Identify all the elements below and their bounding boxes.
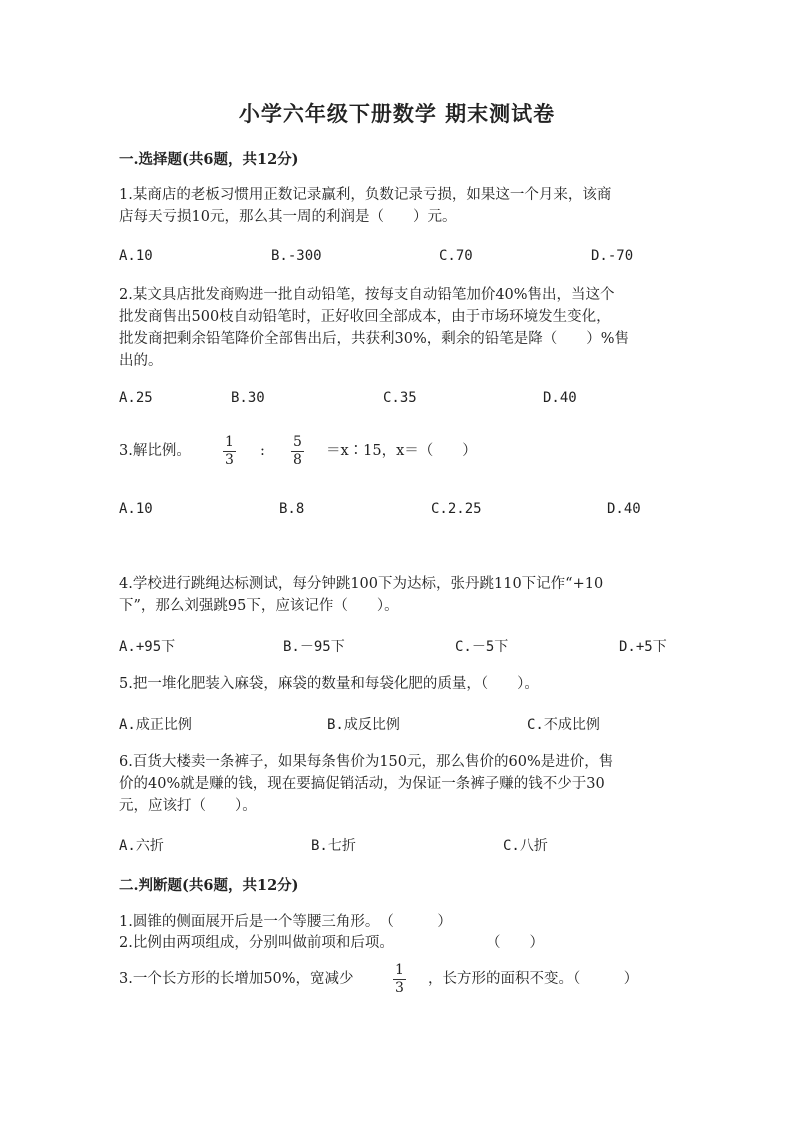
q4-option-b[interactable]: B.－95下 [283, 639, 345, 655]
question-3-prefix: 3.解比例。 [119, 443, 191, 459]
question-2-line-2: 批发商售出500枝自动铅笔时，正好收回全部成本，由于市场环境发生变化， [119, 309, 611, 325]
question-2-line-3: 批发商把剩余铅笔降价全部售出后，共获利30%，剩余的铅笔是降（ ）%售 [119, 331, 630, 347]
q1-option-b[interactable]: B.-300 [271, 248, 322, 264]
judgement-2-answer-blank[interactable]: （ ） [486, 935, 544, 951]
fraction-one-third [223, 435, 236, 468]
q4-option-d[interactable]: D.+5下 [619, 639, 667, 655]
fraction-numerator: 1 [225, 434, 234, 450]
q3-option-b[interactable]: B.8 [279, 501, 305, 517]
fraction-denominator: 3 [225, 452, 234, 468]
question-6-line-1: 6.百货大楼卖一条裤子，如果每条售价为150元，那么售价的60%是进价，售 [119, 754, 614, 770]
q6-option-a[interactable]: A.六折 [119, 838, 164, 854]
q4-option-c[interactable]: C.－5下 [455, 639, 509, 655]
fraction-five-eighths [291, 435, 304, 468]
question-6-line-2: 价的40%就是赚的钱，现在要搞促销活动，为保证一条裤子赚的钱不少于30 [119, 776, 605, 792]
q5-option-b[interactable]: B.成反比例 [327, 717, 400, 733]
q6-option-b[interactable]: B.七折 [311, 838, 356, 854]
section-heading-choice: 一.选择题(共6题，共12分) [119, 151, 299, 168]
ratio-colon: : [260, 443, 265, 459]
judgement-1: 1.圆锥的侧面展开后是一个等腰三角形。 （ ） [119, 914, 452, 930]
q4-option-a[interactable]: A.+95下 [119, 639, 176, 655]
fraction-denominator: 3 [395, 980, 404, 996]
question-1-line-1: 1.某商店的老板习惯用正数记录赢利，负数记录亏损，如果这一个月来，该商 [119, 187, 612, 203]
judgement-2-text: 2.比例由两项组成，分别叫做前项和后项。 [119, 935, 394, 951]
section-heading-judgement: 二.判断题(共6题，共12分) [119, 877, 299, 894]
q2-option-a[interactable]: A.25 [119, 390, 153, 406]
question-6-line-3: 元，应该打（ ）。 [119, 798, 257, 814]
fraction-numerator: 5 [293, 434, 302, 450]
q5-option-a[interactable]: A.成正比例 [119, 717, 192, 733]
q2-option-b[interactable]: B.30 [231, 390, 265, 406]
q1-option-d[interactable]: D.-70 [591, 248, 634, 264]
question-2-line-1: 2.某文具店批发商购进一批自动铅笔，按每支自动铅笔加价40%售出，当这个 [119, 287, 615, 303]
q3-option-c[interactable]: C.2.25 [431, 501, 482, 517]
page-title: 小学六年级下册数学 期末测试卷 [238, 101, 556, 126]
judgement-3-suffix: ，长方形的面积不变。（ ） [428, 971, 639, 987]
judgement-3-prefix: 3.一个长方形的长增加50%，宽减少 [119, 971, 354, 987]
q6-option-c[interactable]: C.八折 [503, 838, 548, 854]
question-5-line-1: 5.把一堆化肥装入麻袋，麻袋的数量和每袋化肥的质量，（ ）。 [119, 676, 539, 692]
q1-option-a[interactable]: A.10 [119, 248, 153, 264]
q3-option-d[interactable]: D.40 [607, 501, 641, 517]
q2-option-c[interactable]: C.35 [383, 390, 417, 406]
question-1-line-2: 店每天亏损10元，那么其一周的利润是（ ）元。 [119, 209, 457, 225]
fraction-one-third [393, 963, 406, 996]
question-4-line-1: 4.学校进行跳绳达标测试，每分钟跳100下为达标，张丹跳110下记作“+10 [119, 576, 604, 592]
question-3-suffix: ＝x∶15，x＝（ ） [326, 443, 477, 459]
question-2-line-4: 出的。 [119, 353, 163, 369]
q5-option-c[interactable]: C.不成比例 [527, 717, 600, 733]
question-4-line-2: 下”，那么刘强跳95下，应该记作（ ）。 [119, 598, 399, 614]
fraction-numerator: 1 [395, 962, 404, 978]
q1-option-c[interactable]: C.70 [439, 248, 473, 264]
q2-option-d[interactable]: D.40 [543, 390, 577, 406]
q3-option-a[interactable]: A.10 [119, 501, 153, 517]
fraction-denominator: 8 [293, 452, 302, 468]
